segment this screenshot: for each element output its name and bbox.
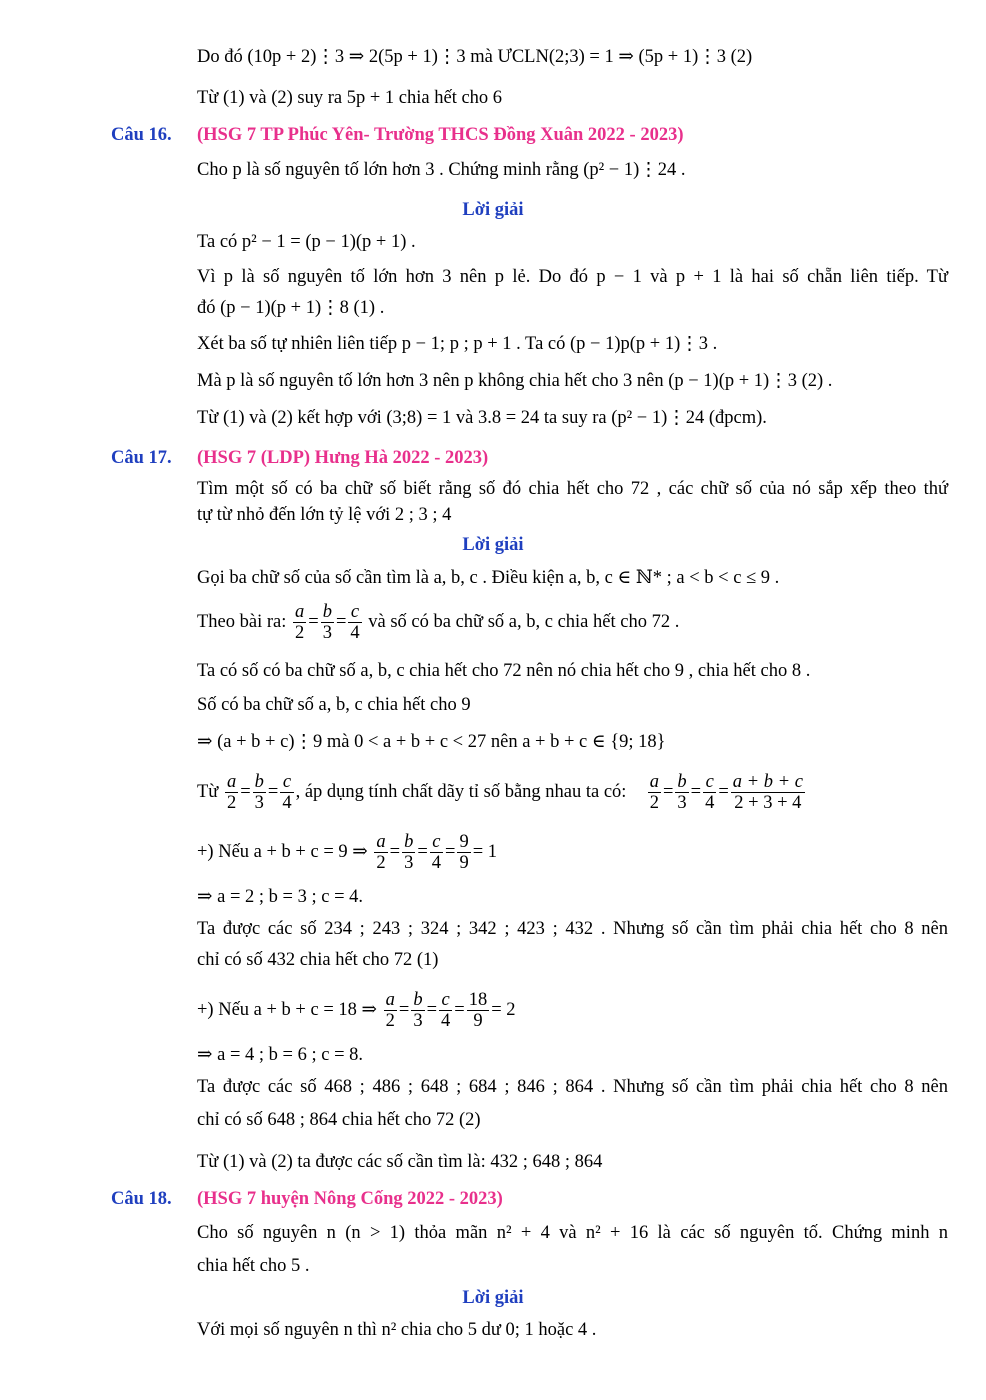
question-16-heading (111, 123, 684, 147)
text-line: Ta được các số 468 ; 486 ; 648 ; 684 ; 846 ; 864 . Nhưng số cần tìm phải chia hết cho 8 nên (197, 1077, 948, 1097)
fraction: $\frac{c}{4}$ (705, 772, 715, 814)
text-line: Ta được các số 234 ; 243 ; 324 ; 342 ; 423 ; 432 . Nhưng số cần tìm phải chia hết cho 8 nên (197, 919, 948, 939)
fraction: $\frac{18}{9}$ (468, 990, 488, 1032)
text-line: Cho số nguyên n (n > 1) thỏa mãn n² + 4 và n² + 16 là các số nguyên tố. Chứng minh n (197, 1223, 948, 1243)
question-source: (HSG 7 (LDP) Hưng Hà 2022 - 2023) (197, 448, 489, 468)
fraction: $\frac{c}{4}$ (282, 772, 292, 814)
fraction: $\frac{b}{3}$ (322, 602, 332, 644)
solution-label: Lời giải (462, 535, 524, 555)
text-line: Do đó (10p + 2)⋮3 ⇒ 2(5p + 1)⋮3 mà ƯCLN(2;3) = 1 ⇒ (5p + 1)⋮3 (2) (197, 47, 753, 67)
text-line: Từ (1) và (2) ta được các số cần tìm là: 432 ; 648 ; 864 (197, 1152, 603, 1172)
text-line: chỉ có số 432 chia hết cho 72 (1) (197, 950, 439, 970)
question-label: Câu 17. (111, 448, 172, 468)
question-source: (HSG 7 TP Phúc Yên- Trường THCS Đồng Xuân 2022 - 2023) (197, 125, 684, 145)
ratio-line: Từ $\frac{a}{2}$ = $\frac{b}{3}$ = $\frac{c}{4}$ , áp dụng tính chất dãy tỉ số bằng nhau ta có: $\frac{a}{2}$ = $\frac{b}{3}$ = $\frac{c}{4}$ = $\frac{a + b + c}{2 + 3 + 4}$ (197, 772, 803, 814)
fraction: $\frac{c}{4}$ (350, 602, 360, 644)
text-line: Vì p là số nguyên tố lớn hơn 3 nên p lẻ. Do đó p − 1 và p + 1 là hai số chẵn liên tiếp. Từ (197, 267, 948, 287)
question-18-heading (111, 1187, 503, 1211)
text-line: ⇒ a = 4 ; b = 6 ; c = 8. (197, 1045, 364, 1065)
text-line: chia hết cho 5 . (197, 1256, 310, 1276)
text-line: Ta có số có ba chữ số a, b, c chia hết cho 72 nên nó chia hết cho 9 , chia hết cho 8 . (197, 661, 811, 681)
text-line: Tìm một số có ba chữ số biết rằng số đó chia hết cho 72 , các chữ số của nó sắp xếp theo thứ (197, 479, 948, 499)
question-label: Câu 18. (111, 1189, 172, 1209)
case-line: +) Nếu a + b + c = 18 ⇒ $\frac{a}{2}$ = $\frac{b}{3}$ = $\frac{c}{4}$ = $\frac{18}{9}$ = 2 (197, 990, 516, 1032)
question-label: Câu 16. (111, 125, 172, 145)
question-17-heading (111, 446, 488, 470)
text-line: Xét ba số tự nhiên liên tiếp p − 1; p ; p + 1 . Ta có (p − 1)p(p + 1)⋮3 . (197, 334, 718, 354)
text-line: chỉ có số 648 ; 864 chia hết cho 72 (2) (197, 1110, 481, 1130)
case-line: +) Nếu a + b + c = 9 ⇒ $\frac{a}{2}$ = $\frac{b}{3}$ = $\frac{c}{4}$ = $\frac{9}{9}$ = 1 (197, 832, 498, 874)
fraction: $\frac{b}{3}$ (677, 772, 687, 814)
fraction: $\frac{c}{4}$ (441, 990, 451, 1032)
solution-label: Lời giải (462, 200, 524, 220)
fraction: $\frac{9}{9}$ (459, 832, 469, 874)
text-line: Từ (1) và (2) suy ra 5p + 1 chia hết cho 6 (197, 88, 503, 108)
text-line: Gọi ba chữ số của số cần tìm là a, b, c . Điều kiện a, b, c ∈ ℕ* ; a < b < c ≤ 9 . (197, 568, 780, 588)
fraction: $\frac{b}{3}$ (404, 832, 414, 874)
text-line: Từ (1) và (2) kết hợp với (3;8) = 1 và 3.8 = 24 ta suy ra (p² − 1)⋮24 (đpcm). (197, 408, 767, 428)
text-line: Mà p là số nguyên tố lớn hơn 3 nên p không chia hết cho 3 nên (p − 1)(p + 1)⋮3 (2) . (197, 371, 833, 391)
text-line: ⇒ (a + b + c)⋮9 mà 0 < a + b + c < 27 nên a + b + c ∈ {9; 18} (197, 732, 666, 752)
fraction: $\frac{a}{2}$ (376, 832, 386, 874)
text-line: Số có ba chữ số a, b, c chia hết cho 9 (197, 695, 471, 715)
fraction: $\frac{a}{2}$ (295, 602, 305, 644)
fraction: $\frac{c}{4}$ (431, 832, 442, 874)
text-line: Ta có p² − 1 = (p − 1)(p + 1) . (197, 232, 416, 252)
fraction: $\frac{b}{3}$ (413, 990, 423, 1032)
solution-label: Lời giải (462, 1288, 524, 1308)
fraction: $\frac{a}{2}$ (649, 772, 659, 814)
text-line: Cho p là số nguyên tố lớn hơn 3 . Chứng minh rằng (p² − 1)⋮24 . (197, 160, 686, 180)
ratio-line: Theo bài ra: $\frac{a}{2}$ = $\frac{b}{3}$ = $\frac{c}{4}$ và số có ba chữ số a, b, c chia hết cho 72 . (197, 602, 680, 644)
text-line: đó (p − 1)(p + 1)⋮8 (1) . (197, 298, 385, 318)
fraction: $\frac{a}{2}$ (385, 990, 395, 1032)
fraction: $\frac{b}{3}$ (254, 772, 264, 814)
question-source: (HSG 7 huyện Nông Cống 2022 - 2023) (197, 1189, 503, 1209)
text-line: tự từ nhỏ đến lớn tỷ lệ với 2 ; 3 ; 4 (197, 505, 452, 525)
text-line: ⇒ a = 2 ; b = 3 ; c = 4. (197, 887, 364, 907)
text-line: Với mọi số nguyên n thì n² chia cho 5 dư 0; 1 hoặc 4 . (197, 1320, 597, 1340)
fraction: $\frac{a}{2}$ (226, 772, 237, 814)
fraction: $\frac{a + b + c}{2 + 3 + 4}$ (732, 772, 803, 814)
